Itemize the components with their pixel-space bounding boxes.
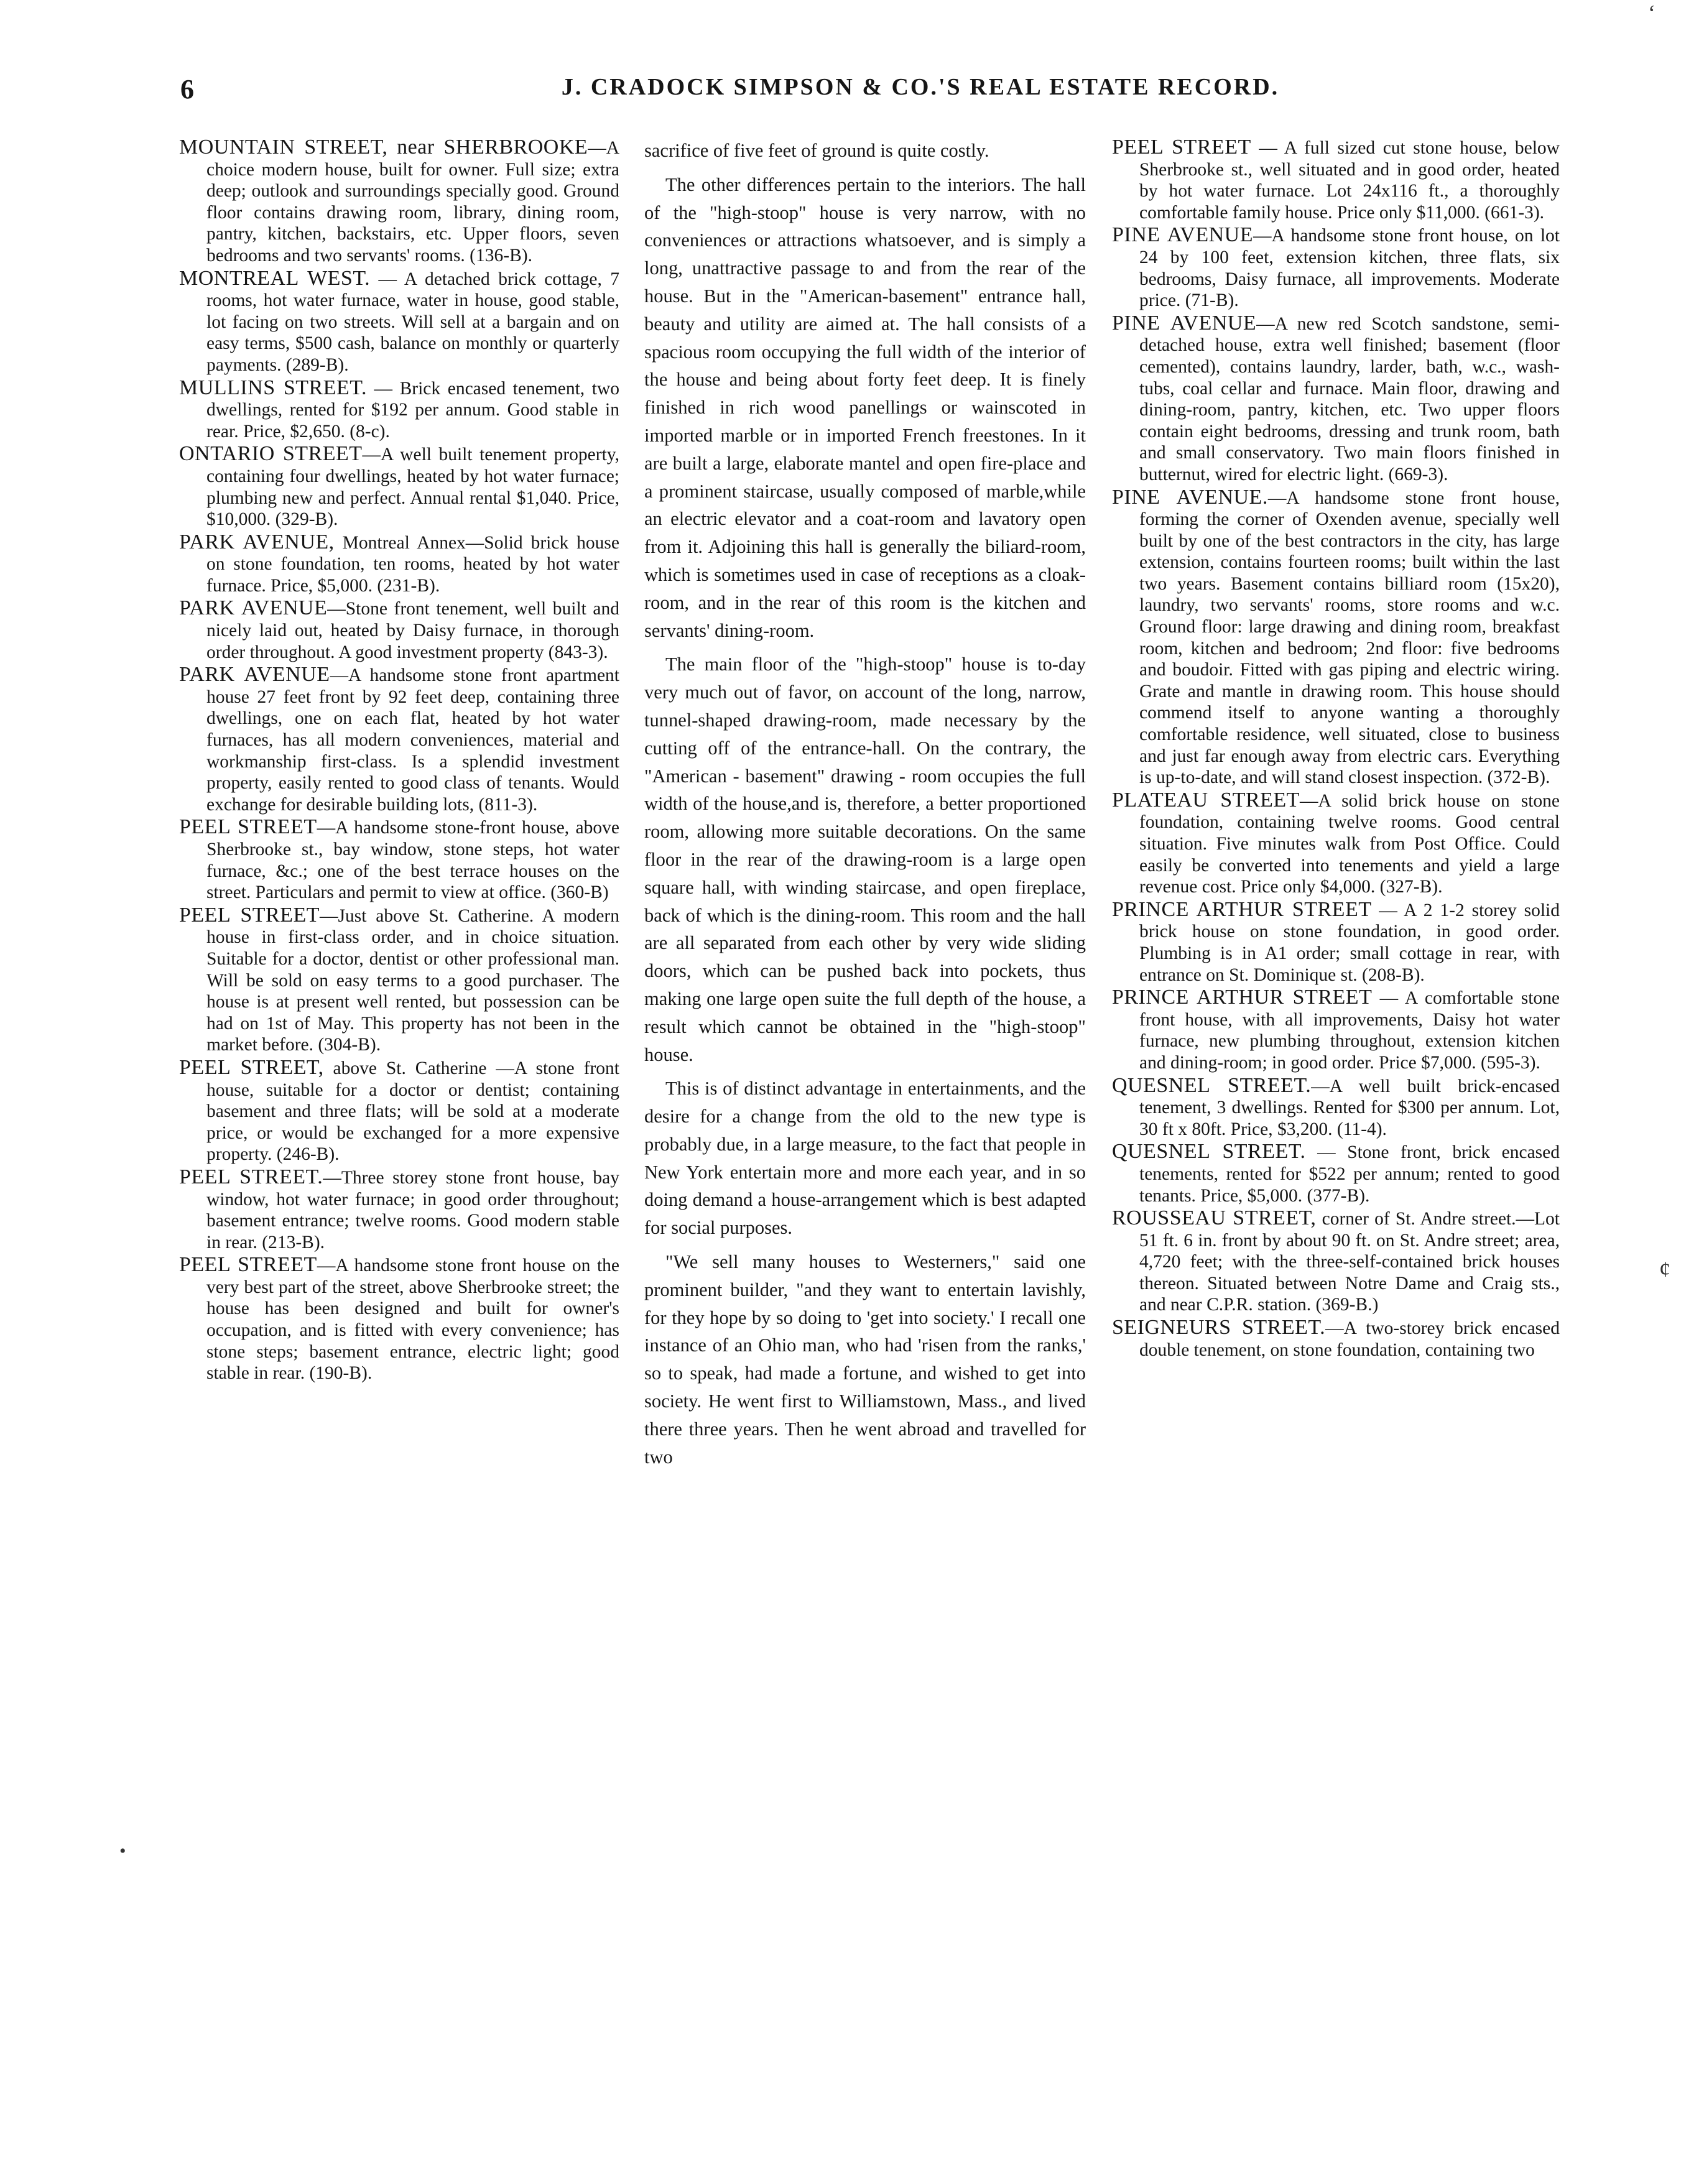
listing-entry <box>1112 899 1560 986</box>
listing-entry <box>179 268 619 376</box>
page-header <box>180 73 1567 117</box>
listing-heading: PARK AVENUE <box>179 596 328 620</box>
listing-text: —Three storey stone front house, bay window, hot water furnace; in good order throughout; basement entrance; twelve rooms. Good modern stable in rear. (213-B). <box>206 1167 619 1252</box>
listing-text: — Brick encased tenement, two dwellings, rented for $192 per annum. Good stable in rear. Price, $2,650. (8-c). <box>206 378 619 442</box>
article-paragraph: The main floor of the "high-stoop" house is to-day very much out of favor, on account of the long, narrow, tunnel-shaped drawing-room, made necessary by the cutting off of the entrance-hall. On the contrary, the "American - basement" drawing - room occupies the full width of the house,and is, therefore, a better proportioned room, allowing more suitable decorations. On the same floor in the rear of the drawing-room is a large open square hall, with winding staircase, and open fireplace, back of which is the dining-room. This room and the hall are all separated from each other by very wide sliding doors, which can be pushed back into pockets, thus making one large open suite the full depth of the house, a result which cannot be obtained in the "high-stoop" house. <box>644 654 1086 1065</box>
listing-heading: PEEL STREET <box>179 815 317 839</box>
listing-entry <box>1112 137 1560 223</box>
column-article <box>644 137 1086 2139</box>
listing-entry <box>179 664 619 815</box>
listing-heading: PINE AVENUE <box>1112 223 1253 247</box>
listing-heading: PEEL STREET <box>179 903 320 927</box>
listing-text: —A solid brick house on stone foundation, containing twelve rooms. Good central situation. Five minutes walk from Post Office. Could easily be converted into tenements and yield a large revenue cost. Price only $4,000. (327-B). <box>1139 790 1560 897</box>
page-title: J. CRADOCK SIMPSON & CO.'S REAL ESTATE RECORD. <box>561 74 1280 100</box>
listing-heading: PEEL STREET <box>1112 137 1251 159</box>
listing-text: —A well built brick-encased tenement, 3 dwellings. Rented for $300 per annum. Lot, 30 ft x 80ft. Price, $3,200. (11-4). <box>1139 1076 1560 1139</box>
article-paragraph: The other differences pertain to the interiors. The hall of the "high-stoop" house is very narrow, with no conveniences or attractions whatsoever, and is simply a long, unattractive passage to and from the rear of the house. But in the "American-basement" entrance hall, beauty and utility are aimed at. The hall consists of a spacious room occupying the full width of the interior of the house and being about forty feet deep. It is finely finished in rich wood panellings or wainscoted in imported marble or in imported French freestones. In it are built a large, elaborate mantel and open fire-place and a prominent staircase, usually composed of marble,while an electric elevator and a coat-room and lavatory open from it. Adjoining this hall is generally the biliard-room, which is sometimes used in case of receptions as a cloak-room, and in the rear of this room is the kitchen and servants' dining-room. <box>644 174 1086 641</box>
listing-text: —A handsome stone front apartment house 27 feet front by 92 feet deep, containing three dwellings, one on each flat, heated by hot water furnaces, has all modern conveniences, material and workmanship first-class. Is a splendid investment property, easily rented to good class of tenants. Would exchange for desirable building lots, (811-3). <box>206 665 619 815</box>
listing-heading: MONTREAL WEST. <box>179 266 371 290</box>
listing-entry <box>1112 1208 1560 1316</box>
listing-entry <box>179 443 619 530</box>
listing-heading: PINE AVENUE <box>1112 311 1257 335</box>
listing-heading: PINE AVENUE. <box>1112 485 1268 509</box>
listing-text: — A comfortable stone front house, with all improvements, Daisy hot water furnace, new plumbing throughout, extension kitchen and dining-room; in good order. Price $7,000. (595-3). <box>1139 988 1560 1073</box>
listing-entry <box>1112 224 1560 311</box>
listing-heading: PRINCE ARTHUR STREET <box>1112 897 1372 921</box>
column-listings-2 <box>1112 137 1560 2139</box>
listing-entry <box>1112 1317 1560 1361</box>
listing-entry <box>179 598 619 663</box>
article-paragraph: sacrifice of five feet of ground is quite costly. <box>644 140 989 161</box>
listing-heading: ROUSSEAU STREET, <box>1112 1206 1317 1230</box>
listing-entry <box>179 532 619 597</box>
listing-entry <box>1112 987 1560 1073</box>
listing-text: Montreal Annex—Solid brick house on stone foundation, ten rooms, heated by hot water furnace. Price, $5,000. (231-B). <box>206 532 619 596</box>
print-speck: ‘ <box>1648 1 1656 25</box>
print-speck: ¢ <box>1659 1257 1670 1282</box>
listing-heading: PRINCE ARTHUR STREET <box>1112 986 1373 1009</box>
listing-text: —A well built tenement property, containing four dwellings, heated by hot water furnace; plumbing new and perfect. Annual rental $1,040. Price, $10,000. (329-B). <box>206 445 619 530</box>
listing-text: —A handsome stone front house on the very best part of the street, above Sherbrooke street; the house has been designed and built for owner's occupation, and is fitted with every convenience; has stone steps; basement entrance, electric light; good stable in rear. (190-B). <box>206 1256 619 1384</box>
page-number: 6 <box>180 74 194 104</box>
listing-text: above St. Catherine —A stone front house, suitable for a doctor or dentist; containing basement and three flats; will be sold at a moderate price, or would be exchanged for a more expensive property. (246-B). <box>206 1058 619 1165</box>
listing-text: —A handsome stone-front house, above Sherbrooke st., bay window, stone steps, hot water furnace, &c.; one of the best terrace houses on the street. Particulars and permit to view at office. (360-B) <box>206 818 619 903</box>
listing-heading: PEEL STREET. <box>179 1165 323 1188</box>
listing-text: —A new red Scotch sandstone, semi-detached house, extra well finished; basement (floor cemented), contains laundry, larder, bath, w.c., wash-tubs, coal cellar and furnace. Main floor, drawing and dining-room, pantry, kitchen, etc. Two upper floors contain eight bedrooms, dressing and trunk room, bath and small conservatory. Two main floors finished in butternut, wired for electric light. (669-3). <box>1139 313 1560 484</box>
listing-text: —A choice modern house, built for owner. Full size; extra deep; outlook and surroundings specially good. Ground floor contains drawing room, library, dining room, pantry, kitchen, backstairs, etc. Upper floors, seven bedrooms and two servants' rooms. (136-B). <box>206 138 619 266</box>
listing-heading: PARK AVENUE, <box>179 530 335 553</box>
listing-text: — A 2 1-2 storey solid brick house on stone foundation, in good order. Plumbing is in A1 order; small cottage in rear, with entrance on St. Dominique st. (208-B). <box>1139 900 1560 985</box>
listing-heading: QUESNEL STREET. <box>1112 1140 1306 1164</box>
listing-heading: PEEL STREET <box>179 1253 317 1277</box>
listing-entry <box>1112 1075 1560 1141</box>
listing-entry <box>179 377 619 443</box>
listing-text: — Stone front, brick encased tenements, rented for $522 per annum; rented to good tenants. Price, $5,000. (377-B). <box>1139 1142 1560 1206</box>
listing-entry <box>179 817 619 903</box>
listing-text: —Stone front tenement, well built and nicely laid out, heated by Daisy furnace, in thorough order throughout. A good investment property (843-3). <box>206 599 619 662</box>
listing-heading: SEIGNEURS STREET. <box>1112 1316 1326 1340</box>
print-speck: • <box>119 1841 126 1861</box>
listing-entry <box>1112 313 1560 486</box>
listing-entry <box>1112 487 1560 789</box>
listing-entry <box>179 1254 619 1384</box>
listing-text: —A two-storey brick encased double tenement, on stone foundation, containing two <box>1139 1318 1560 1360</box>
listing-heading: MULLINS STREET. <box>179 376 367 399</box>
listing-text: corner of St. Andre street.—Lot 51 ft. 6 in. front by about 90 ft. on St. Andre street; area, 4,720 feet; with the three-self-contained brick houses thereon. Situated between Notre Dame and Craig sts., and near C.P.R. station. (369-B.) <box>1139 1209 1560 1315</box>
listing-text: —A handsome stone front house, forming the corner of Oxenden avenue, specially well built by one of the best contractors in the city, has large extension, contains fourteen rooms; built within the last two years. Basement contains billiard room (15x20), laundry, two servants' rooms, store rooms and w.c. Ground floor: large drawing and dining room, breakfast room, kitchen and bedroom; 2nd floor: five bedrooms and boudoir. Fitted with gas piping and electric wiring. Grate and mantle in drawing room. This house should commend itself to anyone wanting a thoroughly comfortable residence, well situated, close to business and just far enough away from electric cars. Everything is up-to-date, and will stand closest inspection. (372-B). <box>1139 488 1560 788</box>
listing-text: —Just above St. Catherine. A modern house in first-class order, and in choice situation. Suitable for a doctor, dentist or other professional man. Will be sold on easy terms to a good purchaser. The house is at present well rented, but possession can be had on 1st of May. This property has not been in the market before. (304-B). <box>206 905 619 1055</box>
column-listings-1 <box>179 137 619 2139</box>
article-paragraph: "We sell many houses to Westerners," said one prominent builder, "and they want to entertain lavishly, for they hope by so doing to 'get into society.' I recall one instance of an Ohio man, who had 'risen from the ranks,' so to speak, had made a fortune, and wished to get into society. He went first to Williamstown, Mass., and lived there three years. Then he went abroad and travelled for two <box>644 1251 1086 1468</box>
listing-entry <box>179 905 619 1056</box>
listing-entry <box>179 1167 619 1253</box>
listing-text: — A detached brick cottage, 7 rooms, hot water furnace, water in house, good stable, lot facing on two streets. Will sell at a bargain and on easy terms, $500 cash, balance on monthly or quarterly payments. (289-B). <box>206 269 619 375</box>
listing-heading: MOUNTAIN STREET, near SHERBROOKE <box>179 137 588 159</box>
listing-heading: PLATEAU STREET <box>1112 788 1300 812</box>
listing-entry <box>1112 1141 1560 1206</box>
listing-heading: ONTARIO STREET <box>179 442 363 466</box>
listing-text: —A handsome stone front house, on lot 24 by 100 feet, extension kitchen, three flats, six bedrooms, Daisy furnace, all improvements. Moderate price. (71-B). <box>1139 226 1560 311</box>
listing-heading: PEEL STREET, <box>179 1055 324 1079</box>
listing-entry <box>179 137 619 267</box>
article-paragraph: This is of distinct advantage in entertainments, and the desire for a change from the old to the new type is probably due, in a large measure, to the fact that people in New York entertain more and more each year, and in so doing demand a house-arrangement which is best adapted for social purposes. <box>644 1078 1086 1239</box>
listing-heading: PARK AVENUE <box>179 663 330 687</box>
listing-text: — A full sized cut stone house, below Sherbrooke st., well situated and in good order, heated by hot water furnace. Lot 24x116 ft., a thoroughly comfortable family house. Price only $11,000. (661-3). <box>1139 138 1560 223</box>
listing-heading: QUESNEL STREET. <box>1112 1073 1312 1097</box>
listing-entry <box>1112 790 1560 898</box>
listing-entry <box>179 1057 619 1165</box>
